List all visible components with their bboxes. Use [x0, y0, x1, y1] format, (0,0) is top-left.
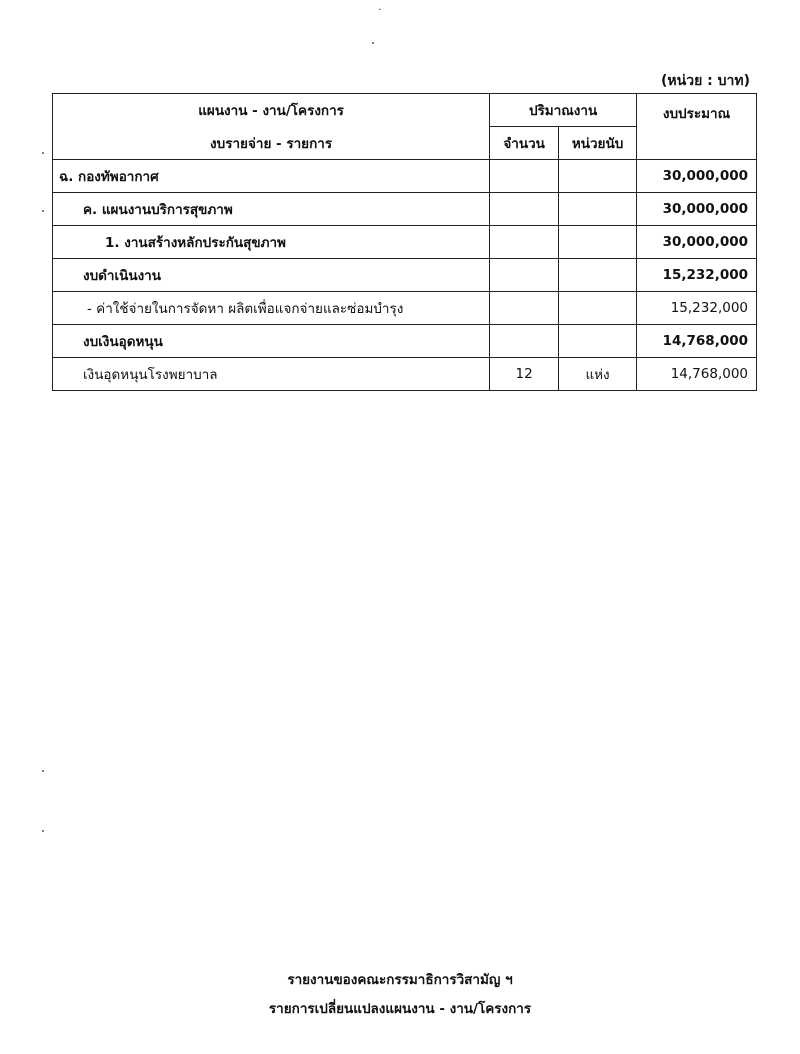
- expense-item-label: - ค่าใช้จ่ายในการจัดหา ผลิตเพื่อแจกจ่ายและซ่อมบำรุง: [53, 292, 490, 325]
- expense-group-label: งบดำเนินงาน: [53, 259, 490, 292]
- expense-group-label: งบเงินอุดหนุน: [53, 325, 490, 358]
- scan-speck: [372, 42, 374, 44]
- footer-line-1: รายงานของคณะกรรมาธิการวิสามัญ ฯ: [287, 972, 513, 988]
- row-unit: [559, 226, 637, 259]
- budget-header: [637, 94, 757, 160]
- table-row: [53, 325, 757, 358]
- quantity-header: ปริมาณงาน: [490, 94, 637, 127]
- scan-speck: [42, 152, 44, 154]
- row-count: [490, 193, 559, 226]
- row-amount: 30,000,000: [637, 193, 757, 226]
- scan-speck: [42, 210, 44, 212]
- expense-item-label: เงินอุดหนุนโรงพยาบาล: [53, 358, 490, 391]
- row-unit: [559, 193, 637, 226]
- scan-speck: [42, 830, 44, 832]
- footer-line-2: รายการเปลี่ยนแปลงแผนงาน - งาน/โครงการ: [268, 1001, 532, 1017]
- row-count: [490, 259, 559, 292]
- table-row: [53, 292, 757, 325]
- table-row: [53, 193, 757, 226]
- agency-row: [53, 160, 757, 193]
- agency-count: [490, 160, 559, 193]
- count-header: จำนวน: [490, 127, 559, 160]
- agency-name: ฉ. กองทัพอากาศ: [53, 160, 490, 193]
- agency-unit: [559, 160, 637, 193]
- budget-header-label: งบประมาณ: [662, 106, 731, 122]
- row-amount: 15,232,000: [637, 259, 757, 292]
- row-unit: [559, 292, 637, 325]
- row-unit: [559, 259, 637, 292]
- agency-amount: 30,000,000: [637, 160, 757, 193]
- table-row: [53, 259, 757, 292]
- expense-header: งบรายจ่าย - รายการ: [53, 127, 490, 160]
- budget-table: [52, 93, 757, 391]
- row-amount: 14,768,000: [637, 358, 757, 391]
- row-count: [490, 292, 559, 325]
- unit-header: หน่วยนับ: [559, 127, 637, 160]
- row-count: 12: [490, 358, 559, 391]
- row-count: [490, 325, 559, 358]
- page-number-mark: .: [378, 0, 382, 13]
- row-unit: [559, 325, 637, 358]
- row-amount: 14,768,000: [637, 325, 757, 358]
- row-count: [490, 226, 559, 259]
- unit-note: (หน่วย : บาท): [661, 73, 750, 89]
- table-row: [53, 358, 757, 391]
- row-amount: 15,232,000: [637, 292, 757, 325]
- row-unit: แห่ง: [559, 358, 637, 391]
- plan-label: ค. แผนงานบริการสุขภาพ: [53, 193, 490, 226]
- table-row: [53, 226, 757, 259]
- plan-header: แผนงาน - งาน/โครงการ: [53, 94, 490, 127]
- project-label: 1. งานสร้างหลักประกันสุขภาพ: [53, 226, 490, 259]
- scan-speck: [42, 770, 44, 772]
- row-amount: 30,000,000: [637, 226, 757, 259]
- header-row: [53, 94, 757, 127]
